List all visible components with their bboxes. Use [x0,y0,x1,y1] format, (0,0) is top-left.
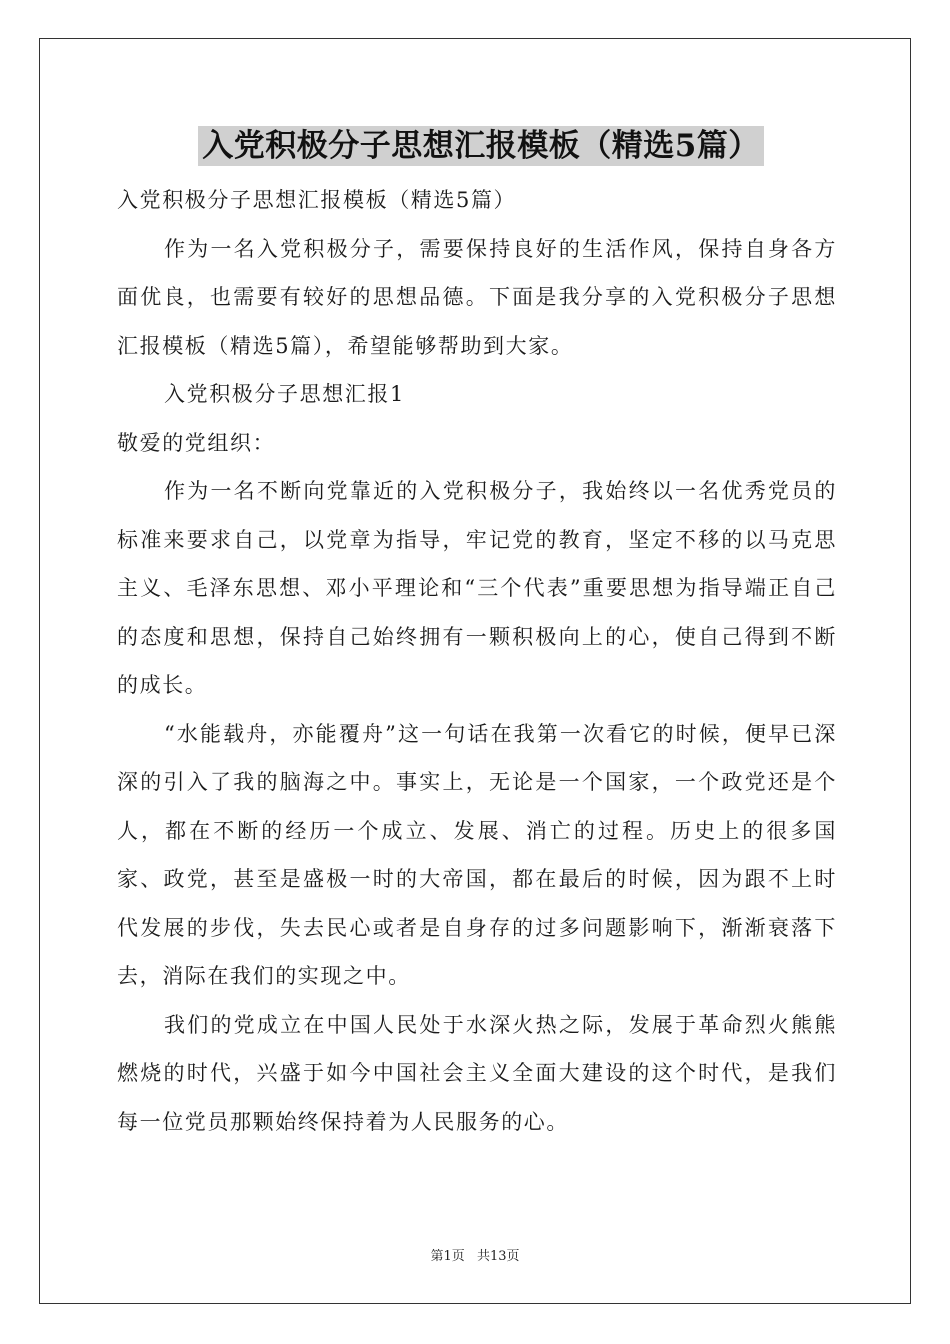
paragraph: “水能载舟，亦能覆舟”这一句话在我第一次看它的时候，便早已深深的引入了我的脑海之中。事实上，无论是一个国家，一个政党还是个人，都在不断的经历一个成立、发展、消亡的过程。历史上的很多国家、政党，甚至是盛极一时的大帝国，都在最后的时候，因为跟不上时代发展的步伐，失去民心或者是自身存的过多问题影响下，渐渐衰落下去，消际在我们的实现之中。 [117,721,837,988]
section-heading: 入党积极分子思想汇报1 [164,382,405,406]
page-footer [0,1245,950,1264]
salutation: 敬爱的党组织： [117,430,276,455]
paragraph: 我们的党成立在中国人民处于水深火热之际，发展于革命烈火熊熊燃烧的时代，兴盛于如今中国社会主义全面大建设的这个时代，是我们每一位党员那颗始终保持着为人民服务的心。 [117,1012,837,1134]
page-number: 第1页 [430,1249,465,1264]
paragraph-intro: 作为一名入党积极分子，需要保持良好的生活作风，保持自身各方面优良，也需要有较好的思想品德。下面是我分享的入党积极分子思想汇报模板（精选5篇），希望能够帮助到大家。 [117,236,837,358]
page-total: 共13页 [476,1249,520,1264]
paragraph-subtitle: 入党积极分子思想汇报模板（精选5篇） [117,188,517,212]
document-body [117,176,837,1146]
paragraph: 作为一名不断向党靠近的入党积极分子，我始终以一名优秀党员的标准来要求自己，以党章为指导，牢记党的教育，坚定不移的以马克思主义、毛泽东思想、邓小平理论和“三个代表”重要思想为指导端正自己的态度和思想，保持自己始终拥有一颗积极向上的心，使自己得到不断的成长。 [117,479,837,697]
document-title: 入党积极分子思想汇报模板（精选5篇） [198,126,764,166]
title-container [0,126,950,166]
